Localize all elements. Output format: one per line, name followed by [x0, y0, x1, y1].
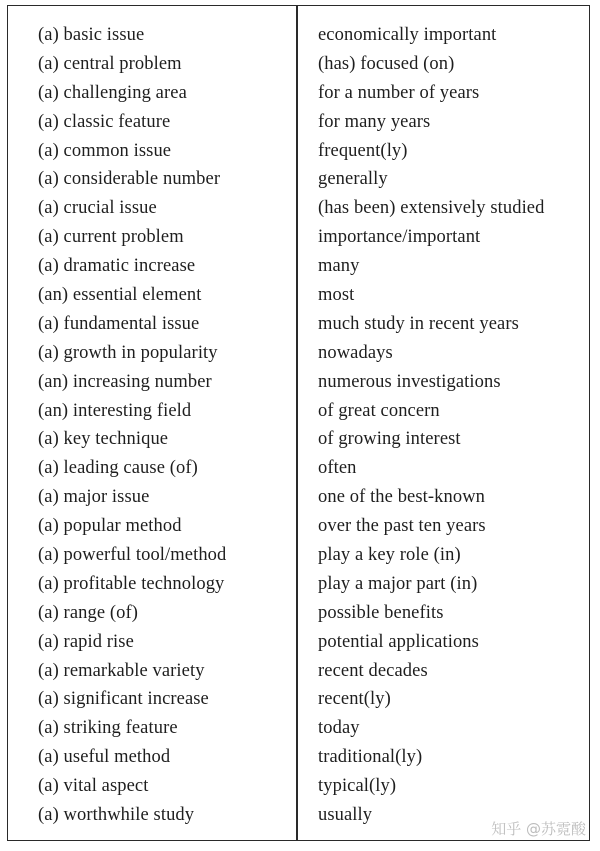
right-phrase: one of the best-known [318, 487, 486, 508]
right-phrase: most [318, 285, 355, 306]
right-phrase: play a key role (in) [318, 545, 461, 566]
left-phrase: (a) rapid rise [38, 631, 134, 652]
right-phrase-column [318, 21, 544, 830]
right-phrase: much study in recent years [318, 313, 519, 334]
left-phrase: (a) useful method [38, 747, 171, 768]
left-phrase-column [38, 21, 226, 830]
right-phrase: for many years [318, 111, 431, 132]
phrase-table [7, 5, 590, 841]
right-phrase: frequent(ly) [318, 140, 408, 161]
right-phrase: play a major part (in) [318, 573, 478, 594]
left-phrase: (a) common issue [38, 140, 172, 161]
left-phrase: (a) dramatic increase [38, 256, 196, 277]
right-phrase: generally [318, 169, 388, 190]
right-phrase: (has been) extensively studied [318, 198, 545, 219]
right-phrase: over the past ten years [318, 516, 486, 537]
left-phrase: (an) increasing number [38, 371, 212, 392]
left-phrase: (a) range (of) [38, 602, 138, 623]
right-phrase: for a number of years [318, 82, 480, 103]
left-phrase: (a) remarkable variety [38, 660, 205, 681]
left-phrase: (an) interesting field [38, 400, 192, 421]
left-phrase: (a) considerable number [38, 169, 221, 190]
left-phrase: (a) central problem [38, 53, 182, 74]
right-phrase: economically important [318, 25, 497, 45]
left-phrase: (a) growth in popularity [38, 342, 218, 363]
left-phrase: (a) powerful tool/method [38, 545, 227, 566]
right-phrase: (has) focused (on) [318, 53, 455, 74]
right-phrase: typical(ly) [318, 776, 397, 797]
left-phrase: (a) popular method [38, 516, 182, 537]
watermark: 知乎 @苏霓酸 [491, 820, 586, 838]
left-phrase: (an) essential element [38, 285, 202, 306]
right-phrase: recent(ly) [318, 689, 391, 710]
left-phrase: (a) basic issue [38, 25, 145, 45]
right-phrase: recent decades [318, 660, 428, 681]
left-phrase: (a) profitable technology [38, 573, 225, 594]
right-phrase: traditional(ly) [318, 747, 423, 768]
right-phrase: of growing interest [318, 429, 461, 450]
left-phrase: (a) crucial issue [38, 198, 157, 219]
right-phrase: often [318, 458, 357, 479]
right-phrase: potential applications [318, 631, 479, 652]
right-phrase: usually [318, 805, 373, 826]
right-phrase: many [318, 256, 360, 277]
left-phrase: (a) worthwhile study [38, 805, 195, 826]
column-divider [296, 6, 298, 840]
right-phrase: today [318, 718, 360, 739]
right-phrase: of great concern [318, 400, 440, 421]
left-phrase: (a) major issue [38, 487, 150, 508]
left-phrase: (a) striking feature [38, 718, 178, 739]
left-phrase: (a) vital aspect [38, 776, 149, 797]
left-phrase: (a) fundamental issue [38, 313, 200, 334]
left-phrase: (a) current problem [38, 227, 184, 248]
right-phrase: nowadays [318, 342, 393, 363]
left-phrase: (a) leading cause (of) [38, 458, 198, 479]
right-phrase: possible benefits [318, 602, 444, 623]
left-phrase: (a) significant increase [38, 689, 209, 710]
right-phrase: numerous investigations [318, 371, 501, 392]
left-phrase: (a) classic feature [38, 111, 171, 132]
left-phrase: (a) key technique [38, 429, 169, 450]
left-phrase: (a) challenging area [38, 82, 187, 103]
right-phrase: importance/important [318, 227, 481, 248]
